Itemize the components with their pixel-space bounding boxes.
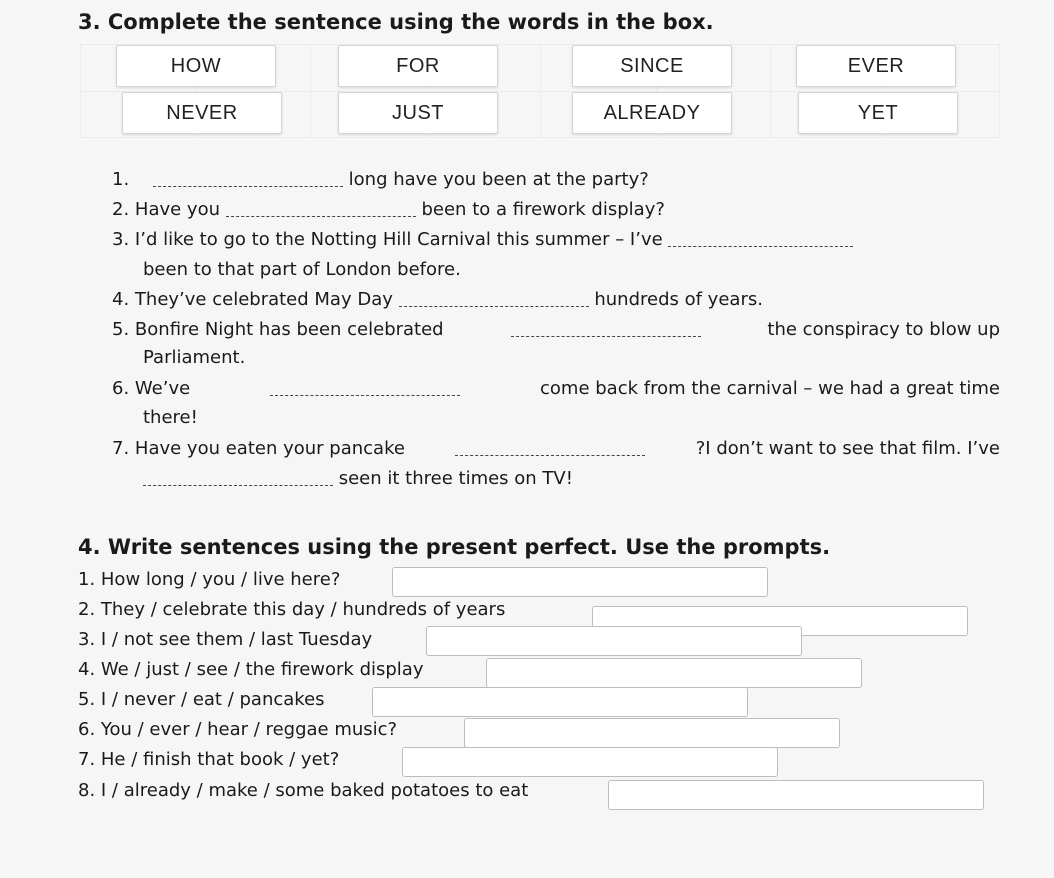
answer-blank[interactable] [455, 455, 645, 456]
sentence-6 [112, 378, 1000, 400]
sentence-number: 5. [112, 319, 130, 340]
sentence-text: I’d like to go to the Notting Hill Carnival this summer – I’ve [134, 229, 663, 250]
sentence-7 [112, 438, 1000, 460]
word-tile-never[interactable]: NEVER [122, 92, 282, 134]
sentence-text: long have you been at the party? [348, 169, 649, 190]
sentence-text: seen it three times on TV! [338, 468, 573, 489]
sentence-number: 1. [112, 169, 130, 190]
prompt-5: 5. I / never / eat / pancakes [78, 689, 325, 710]
exercise-3-heading: 3. Complete the sentence using the words in the box. [78, 10, 714, 34]
sentence-number: 7. [112, 438, 130, 459]
sentence-text: They’ve celebrated May Day [134, 289, 393, 310]
sentence-text: been to a firework display? [421, 199, 665, 220]
answer-blank[interactable] [399, 306, 589, 307]
sentence-text: Bonfire Night has been celebrated [134, 319, 444, 340]
sentence-4 [112, 289, 763, 311]
prompt-2: 2. They / celebrate this day / hundreds of years [78, 599, 506, 620]
sentence-7-continued [143, 468, 573, 490]
sentence-text: the conspiracy to blow up [767, 319, 1000, 340]
answer-input-8[interactable] [608, 780, 984, 810]
answer-blank[interactable] [270, 395, 460, 396]
prompt-8: 8. I / already / make / some baked potatoes to eat [78, 780, 529, 801]
sentence-text: We’ve [134, 378, 191, 399]
answer-blank[interactable] [668, 246, 853, 247]
sentence-text: come back from the carnival – we had a great time [540, 378, 1000, 399]
word-tile-just[interactable]: JUST [338, 92, 498, 134]
word-tile-for[interactable]: FOR [338, 45, 498, 87]
sentence-1 [112, 169, 649, 191]
word-tile-already[interactable]: ALREADY [572, 92, 732, 134]
prompt-4: 4. We / just / see / the firework display [78, 659, 424, 680]
sentence-2 [112, 199, 665, 221]
answer-blank[interactable] [143, 485, 333, 486]
answer-input-6[interactable] [464, 718, 840, 748]
answer-input-7[interactable] [402, 747, 778, 777]
sentence-text: Have you [134, 199, 221, 220]
answer-blank[interactable] [153, 186, 343, 187]
sentence-6-continued: there! [143, 407, 198, 428]
answer-input-5[interactable] [372, 687, 748, 717]
prompt-6: 6. You / ever / hear / reggae music? [78, 719, 398, 740]
sentence-text: Have you eaten your pancake [134, 438, 405, 459]
sentence-number: 2. [112, 199, 130, 220]
sentence-5-continued: Parliament. [143, 347, 246, 368]
exercise-4-heading: 4. Write sentences using the present perfect. Use the prompts. [78, 535, 831, 559]
answer-blank[interactable] [226, 216, 416, 217]
word-tile-yet[interactable]: YET [798, 92, 958, 134]
word-tile-how[interactable]: HOW [116, 45, 276, 87]
sentence-3 [112, 229, 1000, 251]
answer-blank[interactable] [511, 336, 701, 337]
sentence-text: hundreds of years. [594, 289, 763, 310]
word-tile-since[interactable]: SINCE [572, 45, 732, 87]
answer-input-1[interactable] [392, 567, 768, 597]
answer-input-3[interactable] [426, 626, 802, 656]
sentence-3-continued: been to that part of London before. [143, 259, 461, 280]
prompt-1: 1. How long / you / live here? [78, 569, 341, 590]
prompt-7: 7. He / finish that book / yet? [78, 749, 340, 770]
sentence-number: 6. [112, 378, 130, 399]
word-tile-ever[interactable]: EVER [796, 45, 956, 87]
prompt-3: 3. I / not see them / last Tuesday [78, 629, 373, 650]
sentence-number: 3. [112, 229, 130, 250]
sentence-text: ?I don’t want to see that film. I’ve [695, 438, 1000, 459]
sentence-5 [112, 319, 1000, 341]
sentence-number: 4. [112, 289, 130, 310]
answer-input-4[interactable] [486, 658, 862, 688]
